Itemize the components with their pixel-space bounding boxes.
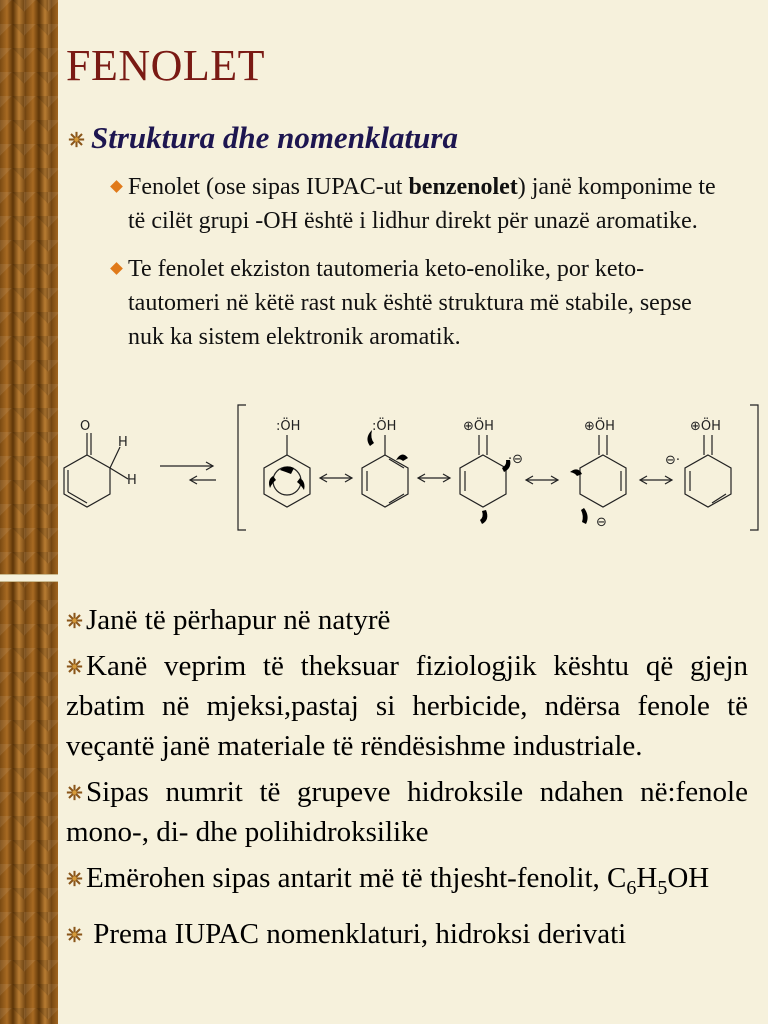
sub-item-text: Fenolet (ose sipas IUPAC-ut — [128, 174, 409, 200]
main-bullet-text: Emërohen sipas antarit më të thjesht-fenolit, — [86, 862, 608, 894]
diamond-bullet-icon — [110, 262, 123, 275]
main-bullet-item — [66, 600, 748, 640]
carbanion-label: ⊖· — [665, 453, 681, 468]
sub-item-text: ) janë komponime te të cilët grupi -OH është i lidhur direkt për unazë aromatike. — [128, 174, 716, 234]
carbanion-label: ⊖ — [596, 515, 607, 530]
keto-oxygen-label: O — [80, 419, 91, 434]
section-heading — [68, 120, 458, 156]
main-bullet-item — [66, 858, 748, 908]
section-heading-text: Struktura dhe nomenklatura — [91, 120, 458, 155]
page-title: FENOLET — [66, 41, 266, 90]
oxonium-label: ⊕ÖH — [584, 419, 615, 434]
resonance-arrows — [320, 474, 672, 484]
oxonium-label: ⊕ÖH — [690, 419, 721, 434]
star-bullet-icon — [66, 658, 83, 675]
main-bullet-text: Janë të përhapur në natyrë — [86, 604, 391, 636]
star-bullet-icon — [68, 131, 85, 148]
diamond-bullet-icon — [110, 180, 123, 193]
electron-arrows-icon — [269, 430, 588, 524]
oxonium-label: ⊕ÖH — [463, 419, 494, 434]
tautomerism-diagram — [58, 400, 768, 540]
hydroxyl-label: :ÖH — [372, 419, 397, 434]
sub-bullet-item — [108, 170, 718, 238]
sub-bullet-list — [108, 170, 718, 368]
resonance-structure-4 — [580, 435, 626, 507]
equilibrium-arrows — [160, 462, 216, 484]
phenol-formula: $C_6H_5OH$ — [607, 862, 710, 899]
resonance-structure-2 — [362, 435, 408, 507]
decorative-wood-strip — [0, 0, 58, 1024]
keto-hydrogen-label: H — [127, 473, 137, 488]
sub-item-text: Te fenolet ekziston tautomeria keto-enolike, por keto- tautomeri në këtë rast nuk është struktura më stabile, sepse nuk ka sistem elektronik aromatik. — [128, 256, 692, 350]
sub-bullet-item — [108, 252, 718, 354]
main-bullet-item — [66, 914, 748, 954]
resonance-structure-3 — [460, 435, 506, 507]
strip-divider — [0, 574, 58, 582]
main-bullet-list — [66, 600, 748, 960]
main-bullet-text: Kanë veprim të theksuar fiziologjik kështu që gjejn zbatim në mjeksi,pastaj si herbicide, ndërsa fenole të veçantë janë materiale të rëndësishme industriale. — [66, 650, 748, 762]
main-bullet-item — [66, 772, 748, 852]
main-bullet-text: Sipas numrit të grupeve hidroksile ndahen në:fenole mono-, di- dhe polihidroksilike — [66, 776, 748, 848]
hydroxyl-label: :ÖH — [276, 419, 301, 434]
star-bullet-icon — [66, 870, 83, 887]
bold-term: benzenolet — [408, 174, 518, 200]
carbanion-label: ·⊖ — [508, 452, 524, 467]
resonance-structure-5 — [685, 435, 731, 507]
keto-hydrogen-label: H — [118, 435, 128, 450]
main-bullet-text: Prema IUPAC nomenklaturi, hidroksi derivati — [93, 917, 627, 950]
main-bullet-item — [66, 646, 748, 766]
star-bullet-icon — [66, 784, 83, 801]
star-bullet-icon — [66, 612, 83, 629]
star-bullet-icon — [66, 926, 83, 943]
